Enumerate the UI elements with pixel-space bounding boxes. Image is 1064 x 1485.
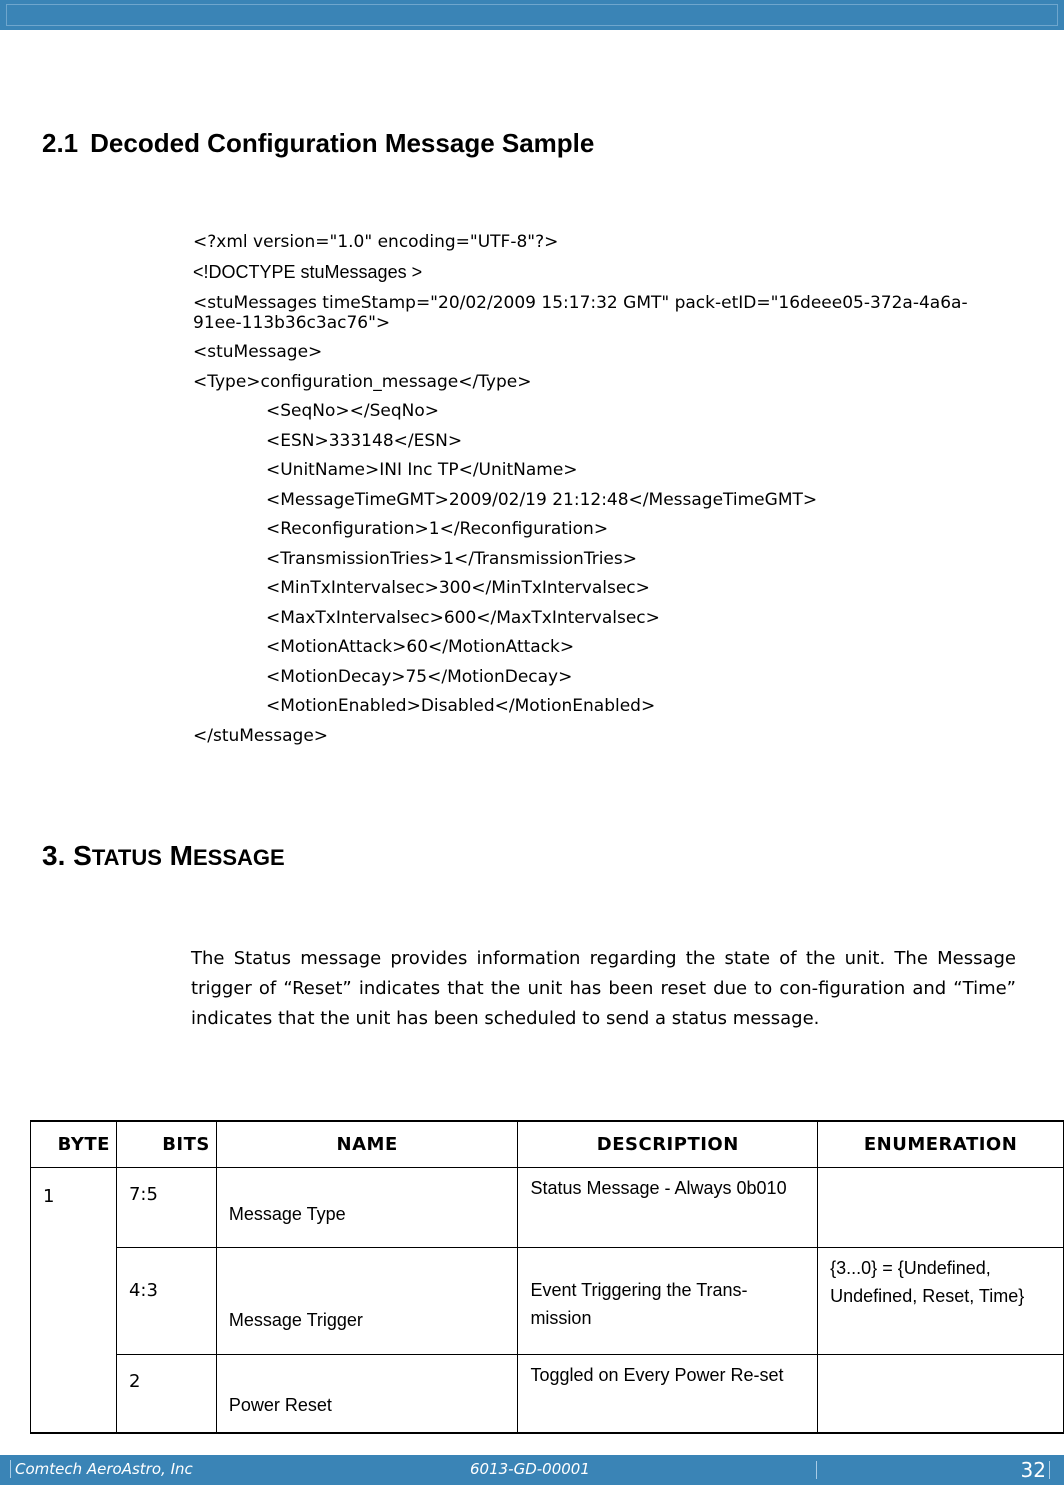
footer-divider bbox=[816, 1461, 817, 1479]
chapter-number: 3. bbox=[42, 840, 66, 871]
chapter-title-rest: ESSAGE bbox=[193, 845, 285, 870]
xml-declaration: <?xml version="1.0" encoding="UTF-8"?> bbox=[193, 232, 559, 252]
name-cell: Power Reset bbox=[216, 1355, 518, 1433]
xml-field: <MessageTimeGMT>2009/02/19 21:12:48</MessageTimeGMT> bbox=[266, 489, 818, 510]
xml-doctype: <!DOCTYPE stuMessages > bbox=[193, 261, 423, 282]
chapter-title-cap: S bbox=[73, 840, 92, 871]
xml-field: <Reconfiguration>1</Reconfiguration> bbox=[266, 519, 609, 539]
byte-cell: 1 bbox=[31, 1168, 117, 1433]
footer-divider bbox=[1049, 1461, 1050, 1479]
status-message-table bbox=[30, 1120, 1064, 1434]
page-number: 32 bbox=[1020, 1458, 1046, 1482]
xml-field: <MotionAttack>60</MotionAttack> bbox=[266, 637, 575, 657]
xml-field: <TransmissionTries>1</TransmissionTries> bbox=[266, 548, 637, 569]
xml-message-open: <stuMessage> bbox=[193, 342, 323, 362]
header-bar bbox=[0, 0, 1064, 30]
xml-field: <UnitName>INI Inc TP</UnitName> bbox=[266, 460, 578, 480]
footer-bar bbox=[0, 1455, 1064, 1485]
chapter-title-cap: M bbox=[169, 840, 193, 871]
xml-sample bbox=[193, 228, 993, 751]
name-cell: Message Type bbox=[216, 1168, 518, 1248]
enumeration-cell bbox=[818, 1355, 1064, 1433]
col-description: DESCRIPTION bbox=[518, 1121, 818, 1168]
description-cell: Status Message - Always 0b010 bbox=[518, 1168, 818, 1248]
name-cell: Message Trigger bbox=[216, 1248, 518, 1355]
table-header-row bbox=[31, 1121, 1064, 1168]
description-cell: Event Triggering the Trans-mission bbox=[518, 1248, 818, 1355]
xml-field: <MotionDecay>75</MotionDecay> bbox=[266, 666, 573, 687]
xml-root-open: <stuMessages timeStamp="20/02/2009 15:17:32 GMT" pack-etID="16deee05-372a-4a6a-91ee-113b36c3ac76"> bbox=[193, 293, 968, 333]
table-row bbox=[31, 1168, 1064, 1248]
xml-field: <MotionEnabled>Disabled</MotionEnabled> bbox=[266, 696, 656, 716]
col-bits: BITS bbox=[116, 1121, 216, 1168]
chapter-heading bbox=[42, 840, 285, 872]
bits-cell: 7:5 bbox=[116, 1168, 216, 1248]
enumeration-cell bbox=[818, 1168, 1064, 1248]
footer-company: Comtech AeroAstro, Inc bbox=[10, 1460, 193, 1478]
xml-message-close: </stuMessage> bbox=[193, 725, 329, 746]
table-row bbox=[31, 1248, 1064, 1355]
xml-field: <MaxTxIntervalsec>600</MaxTxIntervalsec> bbox=[266, 607, 660, 628]
xml-field: <SeqNo></SeqNo> bbox=[266, 401, 440, 421]
col-enumeration: ENUMERATION bbox=[818, 1121, 1064, 1168]
col-name: NAME bbox=[216, 1121, 518, 1168]
body-paragraph: The Status message provides information regarding the state of the unit. The Message trigger of “Reset” indicates that the unit has been reset due to con-figuration and “Time” indicates that the unit has been scheduled to send a status message. bbox=[191, 948, 1016, 1029]
description-cell: Toggled on Every Power Re-set bbox=[518, 1355, 818, 1433]
section-heading bbox=[42, 128, 594, 159]
bits-cell: 2 bbox=[116, 1355, 216, 1433]
bits-cell: 4:3 bbox=[116, 1248, 216, 1355]
enumeration-cell: {3...0} = {Undefined, Undefined, Reset, Time} bbox=[818, 1248, 1064, 1355]
xml-type: <Type>configuration_message</Type> bbox=[193, 371, 532, 392]
xml-field: <ESN>333148</ESN> bbox=[266, 430, 463, 451]
footer-doc-id: 6013-GD-00001 bbox=[470, 1460, 590, 1478]
section-number: 2.1 bbox=[42, 128, 79, 158]
table-row bbox=[31, 1355, 1064, 1433]
col-byte: BYTE bbox=[31, 1121, 117, 1168]
xml-field: <MinTxIntervalsec>300</MinTxIntervalsec> bbox=[266, 578, 650, 598]
chapter-title-rest: TATUS bbox=[91, 845, 162, 870]
section-title: Decoded Configuration Message Sample bbox=[90, 128, 595, 158]
